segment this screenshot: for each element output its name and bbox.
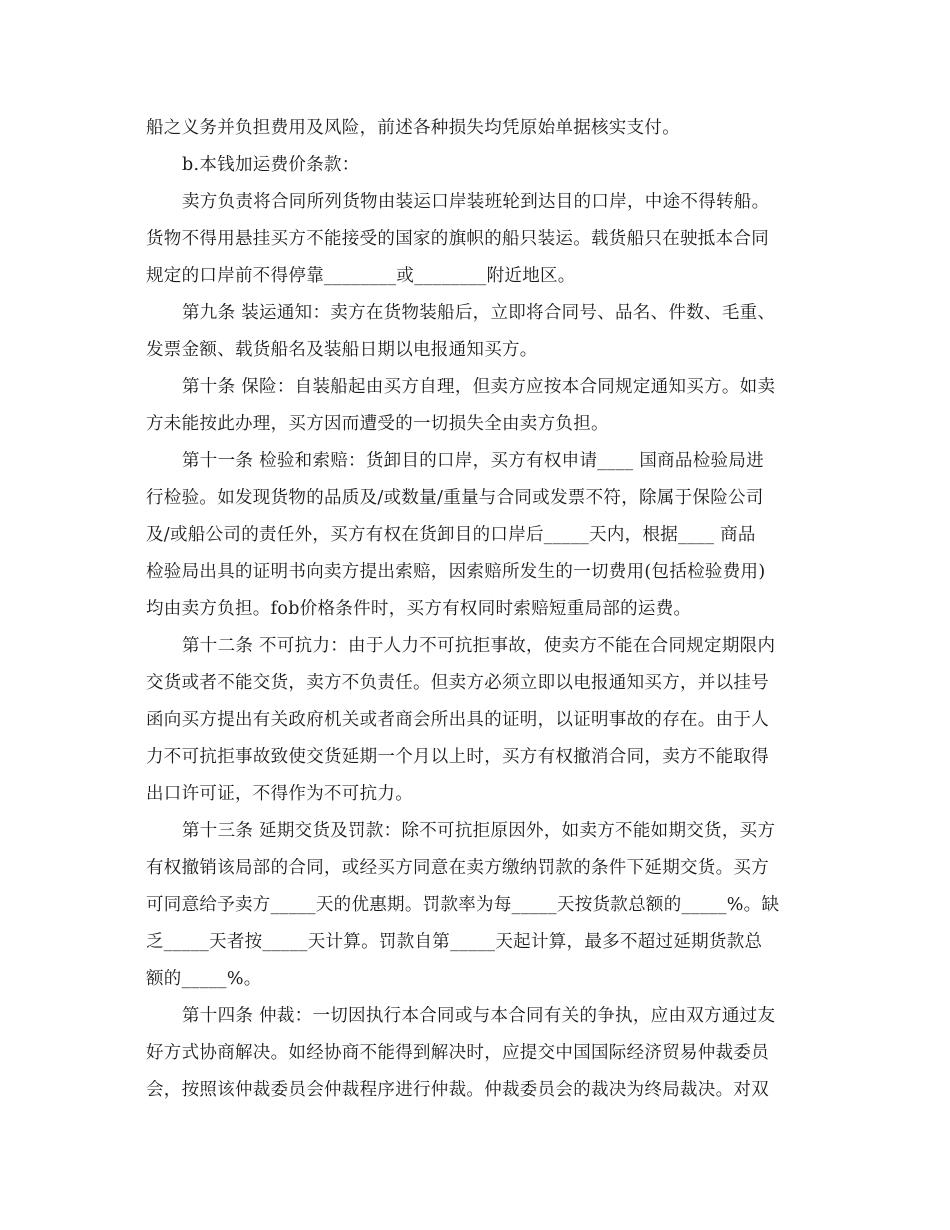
text-line: 额的_____%。	[146, 969, 262, 989]
paragraph-article-11	[146, 443, 808, 628]
paragraph-article-14	[146, 998, 808, 1109]
text-line: 货物不得用悬挂买方不能接受的国家的旗帜的船只装运。载货船只在驶抵本合同	[146, 229, 769, 249]
text-line: 行检验。如发现货物的品质及/或数量/重量与合同或发票不符，除属于保险公司	[146, 488, 764, 508]
text-line: 第十三条 延期交货及罚款：除不可抗拒原因外，如卖方不能如期交货，买方	[182, 821, 776, 841]
text-line: 第十一条 检验和索赔：货卸目的口岸，买方有权申请____ 国商品检验局进	[182, 451, 764, 471]
text-line: b.本钱加运费价条款：	[182, 155, 360, 175]
text-line: 方未能按此办理，买方因而遭受的一切损失全由卖方负担。	[146, 414, 609, 434]
text-line: 会，按照该仲裁委员会仲裁程序进行仲裁。仲裁委员会的裁决为终局裁决。对双	[146, 1080, 769, 1100]
text-line: 可同意给予卖方_____天的优惠期。罚款率为每_____天按货款总额的_____%。缺	[146, 895, 780, 915]
text-line: 均由卖方负担。fob价格条件时，买方有权同时索赔短重局部的运费。	[146, 599, 692, 619]
document-body	[146, 110, 808, 1109]
text-line: 第九条 装运通知：卖方在货物装船后，立即将合同号、品名、件数、毛重、	[182, 303, 776, 323]
paragraph-article-12	[146, 628, 808, 813]
text-line: 检验局出具的证明书向卖方提出索赔，因索赔所发生的一切费用(包括检验费用)	[146, 562, 766, 582]
text-line: 交货或者不能交货，卖方不负责任。但卖方必须立即以电报通知买方，并以挂号	[146, 673, 769, 693]
text-line: 乏_____天者按_____天计算。罚款自第_____天起计算，最多不超过延期货款总	[146, 932, 763, 952]
text-line: 第十条 保险：自装船起由买方自理，但卖方应按本合同规定通知买方。如卖	[182, 377, 776, 397]
text-line: 及/或船公司的责任外，买方有权在货卸目的口岸后_____天内，根据____ 商品	[146, 525, 756, 545]
paragraph-cfr-clause	[146, 147, 808, 184]
text-line: 有权撤销该局部的合同，或经买方同意在卖方缴纳罚款的条件下延期交货。买方	[146, 858, 769, 878]
text-line: 出口许可证，不得作为不可抗力。	[146, 784, 413, 804]
text-line: 力不可抗拒事故致使交货延期一个月以上时，买方有权撤消合同，卖方不能取得	[146, 747, 769, 767]
text-line: 函向买方提出有关政府机关或者商会所出具的证明，以证明事故的存在。由于人	[146, 710, 769, 730]
text-line: 第十二条 不可抗力：由于人力不可抗拒事故，使卖方不能在合同规定期限内	[182, 636, 776, 656]
text-line: 发票金额、载货船名及装船日期以电报通知买方。	[146, 340, 538, 360]
text-line: 好方式协商解决。如经协商不能得到解决时，应提交中国国际经济贸易仲裁委员	[146, 1043, 769, 1063]
paragraph-seller-shipping	[146, 184, 808, 295]
text-line: 第十四条 仲裁：一切因执行本合同或与本合同有关的争执，应由双方通过友	[182, 1006, 776, 1026]
paragraph-article-13	[146, 813, 808, 998]
paragraph-article-10	[146, 369, 808, 443]
text-line: 船之义务并负担费用及风险，前述各种损失均凭原始单据核实支付。	[146, 118, 680, 138]
paragraph-ship-obligation	[146, 110, 808, 147]
text-line: 卖方负责将合同所列货物由装运口岸装班轮到达目的口岸，中途不得转船。	[182, 192, 770, 212]
text-line: 规定的口岸前不得停靠________或________附近地区。	[146, 266, 576, 286]
paragraph-article-9	[146, 295, 808, 369]
